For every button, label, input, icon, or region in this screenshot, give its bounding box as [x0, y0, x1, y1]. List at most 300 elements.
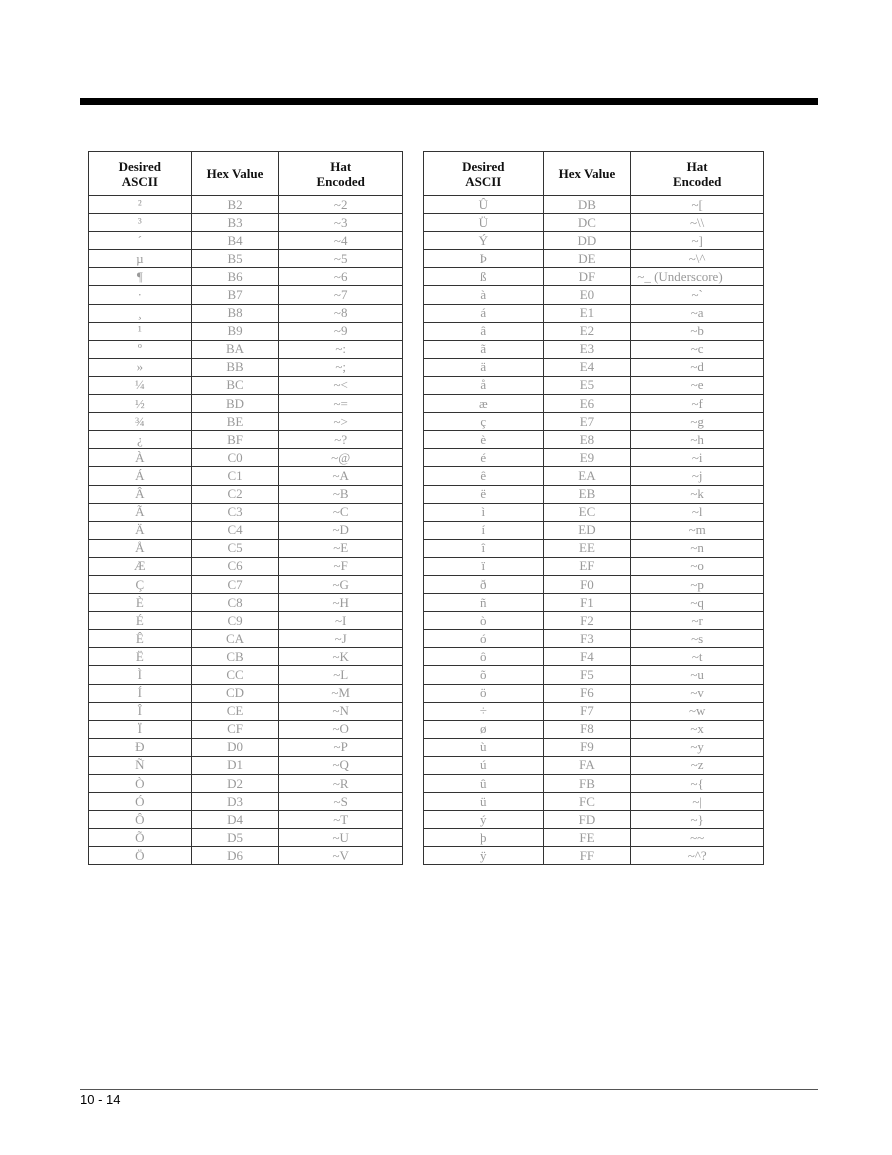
hex-value-cell: B4 [191, 232, 279, 250]
hat-encoded-cell: ~r [631, 612, 764, 630]
hex-value-cell: C5 [191, 539, 279, 557]
table-row [89, 666, 403, 684]
desired-ascii-cell: ñ [424, 594, 544, 612]
hat-encoded-header: Hat Encoded [631, 152, 764, 196]
desired-ascii-cell: Ý [424, 232, 544, 250]
table-row [424, 358, 764, 376]
desired-ascii-cell: Á [89, 467, 192, 485]
desired-ascii-cell: Õ [89, 829, 192, 847]
desired-ascii-cell: ë [424, 485, 544, 503]
hex-value-cell: D3 [191, 793, 279, 811]
desired-ascii-cell: Î [89, 702, 192, 720]
hex-value-cell: C3 [191, 503, 279, 521]
desired-ascii-cell: è [424, 431, 544, 449]
table-row [424, 775, 764, 793]
hat-encoded-cell: ~9 [279, 322, 403, 340]
table-row [424, 829, 764, 847]
table-row [424, 250, 764, 268]
desired-ascii-cell: ý [424, 811, 544, 829]
ascii-table-left [88, 151, 403, 865]
desired-ascii-cell: û [424, 775, 544, 793]
table-row [89, 431, 403, 449]
hat-encoded-cell: ~d [631, 358, 764, 376]
table-row [89, 811, 403, 829]
desired-ascii-cell: Ö [89, 847, 192, 865]
hex-value-cell: B8 [191, 304, 279, 322]
table-row [424, 702, 764, 720]
table-row [424, 594, 764, 612]
hat-encoded-cell: ~5 [279, 250, 403, 268]
table-row [89, 720, 403, 738]
hat-encoded-cell: ~< [279, 376, 403, 394]
hex-value-cell: E1 [543, 304, 631, 322]
desired-ascii-cell: º [89, 340, 192, 358]
table-row [89, 340, 403, 358]
table-row [424, 232, 764, 250]
hat-encoded-cell: ~w [631, 702, 764, 720]
hex-value-cell: EE [543, 539, 631, 557]
table-row [89, 232, 403, 250]
hat-encoded-cell: ~S [279, 793, 403, 811]
hex-value-cell: F9 [543, 738, 631, 756]
table-row [424, 630, 764, 648]
hex-value-cell: D0 [191, 738, 279, 756]
hex-value-cell: DD [543, 232, 631, 250]
desired-ascii-cell: õ [424, 666, 544, 684]
hat-encoded-cell: ~^? [631, 847, 764, 865]
table-row [89, 268, 403, 286]
hex-value-cell: D6 [191, 847, 279, 865]
hat-encoded-cell: ~p [631, 575, 764, 593]
desired-ascii-cell: Ë [89, 648, 192, 666]
hat-encoded-cell: ~g [631, 413, 764, 431]
hex-value-cell: C9 [191, 612, 279, 630]
desired-ascii-cell: æ [424, 395, 544, 413]
hex-value-cell: F4 [543, 648, 631, 666]
table-row [89, 829, 403, 847]
hat-encoded-header: Hat Encoded [279, 152, 403, 196]
desired-ascii-cell: Ï [89, 720, 192, 738]
desired-ascii-cell: Í [89, 684, 192, 702]
hat-encoded-cell: ~| [631, 793, 764, 811]
hat-encoded-cell: ~A [279, 467, 403, 485]
table-row [424, 322, 764, 340]
hat-encoded-cell: ~q [631, 594, 764, 612]
desired-ascii-cell: ò [424, 612, 544, 630]
desired-ascii-header: Desired ASCII [424, 152, 544, 196]
desired-ascii-cell: Â [89, 485, 192, 503]
table-row [424, 738, 764, 756]
hex-value-cell: C2 [191, 485, 279, 503]
desired-ascii-cell: µ [89, 250, 192, 268]
table-row [424, 521, 764, 539]
hat-encoded-cell: ~; [279, 358, 403, 376]
hex-value-cell: CE [191, 702, 279, 720]
hex-value-cell: B3 [191, 214, 279, 232]
hat-encoded-cell: ~4 [279, 232, 403, 250]
table-row [89, 250, 403, 268]
hex-value-cell: B7 [191, 286, 279, 304]
table-row [424, 539, 764, 557]
hat-encoded-cell: ~y [631, 738, 764, 756]
hex-value-header: Hex Value [191, 152, 279, 196]
hat-encoded-cell: ~B [279, 485, 403, 503]
table-row [89, 395, 403, 413]
hat-encoded-cell: ~n [631, 539, 764, 557]
hat-encoded-cell: ~x [631, 720, 764, 738]
table-row [89, 684, 403, 702]
table-row [89, 485, 403, 503]
table-row [89, 630, 403, 648]
hex-value-cell: D2 [191, 775, 279, 793]
table-header-row [424, 152, 764, 196]
desired-ascii-cell: Ä [89, 521, 192, 539]
table-row [89, 503, 403, 521]
hex-value-cell: D4 [191, 811, 279, 829]
table-row [89, 775, 403, 793]
desired-ascii-cell: Ñ [89, 756, 192, 774]
table-row [424, 612, 764, 630]
hat-encoded-cell: ~7 [279, 286, 403, 304]
hat-encoded-cell: ~s [631, 630, 764, 648]
table-row [89, 214, 403, 232]
table-row [89, 612, 403, 630]
hex-value-cell: FA [543, 756, 631, 774]
table-row [424, 196, 764, 214]
table-row [89, 594, 403, 612]
hex-value-cell: E4 [543, 358, 631, 376]
hat-encoded-cell: ~V [279, 847, 403, 865]
hat-encoded-cell: ~L [279, 666, 403, 684]
desired-ascii-cell: » [89, 358, 192, 376]
desired-ascii-cell: Ô [89, 811, 192, 829]
desired-ascii-cell: ì [424, 503, 544, 521]
desired-ascii-cell: Ç [89, 575, 192, 593]
hat-encoded-cell: ~J [279, 630, 403, 648]
hex-value-cell: E8 [543, 431, 631, 449]
desired-ascii-cell: ù [424, 738, 544, 756]
hat-encoded-cell: ~Q [279, 756, 403, 774]
desired-ascii-cell: ü [424, 793, 544, 811]
hex-value-cell: F3 [543, 630, 631, 648]
table-row [424, 395, 764, 413]
table-row [424, 720, 764, 738]
hex-value-cell: B6 [191, 268, 279, 286]
desired-ascii-cell: ³ [89, 214, 192, 232]
hex-value-cell: FB [543, 775, 631, 793]
desired-ascii-cell: ÿ [424, 847, 544, 865]
desired-ascii-cell: ¶ [89, 268, 192, 286]
hat-encoded-cell: ~t [631, 648, 764, 666]
hat-encoded-cell: ~k [631, 485, 764, 503]
hex-value-cell: EC [543, 503, 631, 521]
hex-value-cell: BD [191, 395, 279, 413]
hat-encoded-cell: ~2 [279, 196, 403, 214]
hat-encoded-cell: ~H [279, 594, 403, 612]
desired-ascii-cell: ç [424, 413, 544, 431]
hat-encoded-cell: ~I [279, 612, 403, 630]
desired-ascii-cell: ö [424, 684, 544, 702]
hex-value-cell: F1 [543, 594, 631, 612]
desired-ascii-cell: ê [424, 467, 544, 485]
desired-ascii-cell: å [424, 376, 544, 394]
ascii-table-right [423, 151, 764, 865]
hat-encoded-cell: ~{ [631, 775, 764, 793]
hex-value-cell: BA [191, 340, 279, 358]
hex-value-cell: DE [543, 250, 631, 268]
hex-value-cell: FC [543, 793, 631, 811]
table-row [89, 358, 403, 376]
table-row [89, 702, 403, 720]
desired-ascii-cell: · [89, 286, 192, 304]
table-row [89, 286, 403, 304]
hex-value-cell: C8 [191, 594, 279, 612]
table-row [89, 467, 403, 485]
hex-value-cell: F7 [543, 702, 631, 720]
hat-encoded-cell: ~> [279, 413, 403, 431]
desired-ascii-cell: ² [89, 196, 192, 214]
desired-ascii-cell: é [424, 449, 544, 467]
table-row [89, 449, 403, 467]
hex-value-cell: F5 [543, 666, 631, 684]
desired-ascii-cell: ´ [89, 232, 192, 250]
hex-value-cell: E9 [543, 449, 631, 467]
hex-value-cell: DB [543, 196, 631, 214]
desired-ascii-cell: Ò [89, 775, 192, 793]
hex-value-cell: E0 [543, 286, 631, 304]
hat-encoded-cell: ~l [631, 503, 764, 521]
hex-value-cell: FD [543, 811, 631, 829]
hex-value-cell: E6 [543, 395, 631, 413]
table-row [424, 431, 764, 449]
desired-ascii-cell: î [424, 539, 544, 557]
hat-encoded-cell: ~j [631, 467, 764, 485]
desired-ascii-cell: ú [424, 756, 544, 774]
table-row [424, 376, 764, 394]
hex-value-cell: CC [191, 666, 279, 684]
table-row [424, 793, 764, 811]
desired-ascii-cell: ø [424, 720, 544, 738]
table-row [89, 539, 403, 557]
hat-encoded-cell: ~N [279, 702, 403, 720]
hex-value-cell: C4 [191, 521, 279, 539]
table-row [89, 648, 403, 666]
desired-ascii-cell: Û [424, 196, 544, 214]
hat-encoded-cell: ~_ (Underscore) [631, 268, 764, 286]
table-row [89, 196, 403, 214]
desired-ascii-header: Desired ASCII [89, 152, 192, 196]
table-row [424, 575, 764, 593]
desired-ascii-cell: ô [424, 648, 544, 666]
hex-value-cell: C7 [191, 575, 279, 593]
table-row [424, 340, 764, 358]
hex-value-cell: CA [191, 630, 279, 648]
desired-ascii-cell: ó [424, 630, 544, 648]
desired-ascii-cell: ¹ [89, 322, 192, 340]
hex-value-cell: F2 [543, 612, 631, 630]
hex-value-cell: DF [543, 268, 631, 286]
desired-ascii-cell: Ü [424, 214, 544, 232]
table-row [424, 268, 764, 286]
hex-value-cell: CB [191, 648, 279, 666]
desired-ascii-cell: Æ [89, 557, 192, 575]
hex-value-cell: B5 [191, 250, 279, 268]
hex-value-cell: E2 [543, 322, 631, 340]
desired-ascii-cell: â [424, 322, 544, 340]
desired-ascii-cell: á [424, 304, 544, 322]
table-row [89, 738, 403, 756]
table-row [424, 503, 764, 521]
desired-ascii-cell: Þ [424, 250, 544, 268]
hat-encoded-cell: ~v [631, 684, 764, 702]
hat-encoded-cell: ~h [631, 431, 764, 449]
hat-encoded-cell: ~3 [279, 214, 403, 232]
hat-encoded-cell: ~K [279, 648, 403, 666]
hex-value-cell: BE [191, 413, 279, 431]
table-row [424, 811, 764, 829]
table-row [89, 793, 403, 811]
hat-encoded-cell: ~a [631, 304, 764, 322]
table-row [89, 557, 403, 575]
hat-encoded-cell: ~c [631, 340, 764, 358]
desired-ascii-cell: Ð [89, 738, 192, 756]
hex-value-cell: B2 [191, 196, 279, 214]
desired-ascii-cell: É [89, 612, 192, 630]
desired-ascii-cell: ÷ [424, 702, 544, 720]
hex-value-cell: C0 [191, 449, 279, 467]
hex-value-cell: D1 [191, 756, 279, 774]
table-row [424, 684, 764, 702]
hat-encoded-cell: ~u [631, 666, 764, 684]
hat-encoded-cell: ~? [279, 431, 403, 449]
hex-value-cell: E7 [543, 413, 631, 431]
hat-encoded-cell: ~= [279, 395, 403, 413]
hex-value-header: Hex Value [543, 152, 631, 196]
table-row [89, 304, 403, 322]
table-row [424, 847, 764, 865]
hat-encoded-cell: ~D [279, 521, 403, 539]
hex-value-cell: EA [543, 467, 631, 485]
hat-encoded-cell: ~T [279, 811, 403, 829]
hex-value-cell: E5 [543, 376, 631, 394]
hex-value-cell: DC [543, 214, 631, 232]
table-row [424, 557, 764, 575]
hex-value-cell: EB [543, 485, 631, 503]
hat-encoded-cell: ~z [631, 756, 764, 774]
hat-encoded-cell: ~6 [279, 268, 403, 286]
desired-ascii-cell: ß [424, 268, 544, 286]
hex-value-cell: B9 [191, 322, 279, 340]
desired-ascii-cell: Å [89, 539, 192, 557]
hex-value-cell: BC [191, 376, 279, 394]
desired-ascii-cell: ä [424, 358, 544, 376]
desired-ascii-cell: ¼ [89, 376, 192, 394]
hex-value-cell: BB [191, 358, 279, 376]
desired-ascii-cell: à [424, 286, 544, 304]
hat-encoded-cell: ~] [631, 232, 764, 250]
desired-ascii-cell: ¸ [89, 304, 192, 322]
table-row [89, 376, 403, 394]
hex-value-cell: F6 [543, 684, 631, 702]
hex-value-cell: F8 [543, 720, 631, 738]
page-number: 10 - 14 [80, 1092, 121, 1107]
table-row [89, 756, 403, 774]
table-row [89, 521, 403, 539]
hat-encoded-cell: ~i [631, 449, 764, 467]
desired-ascii-cell: Ì [89, 666, 192, 684]
hex-value-cell: CF [191, 720, 279, 738]
hat-encoded-cell: ~[ [631, 196, 764, 214]
desired-ascii-cell: À [89, 449, 192, 467]
hat-encoded-cell: ~f [631, 395, 764, 413]
hat-encoded-cell: ~E [279, 539, 403, 557]
hex-value-cell: E3 [543, 340, 631, 358]
desired-ascii-cell: ï [424, 557, 544, 575]
desired-ascii-cell: ¾ [89, 413, 192, 431]
table-row [89, 413, 403, 431]
table-row [424, 413, 764, 431]
hat-encoded-cell: ~U [279, 829, 403, 847]
hat-encoded-cell: ~G [279, 575, 403, 593]
hat-encoded-cell: ~R [279, 775, 403, 793]
header-rule [80, 98, 818, 105]
desired-ascii-cell: È [89, 594, 192, 612]
hat-encoded-cell: ~e [631, 376, 764, 394]
hex-value-cell: BF [191, 431, 279, 449]
table-header-row [89, 152, 403, 196]
table-row [89, 575, 403, 593]
hat-encoded-cell: ~\^ [631, 250, 764, 268]
hat-encoded-cell: ~~ [631, 829, 764, 847]
hat-encoded-cell: ~m [631, 521, 764, 539]
desired-ascii-cell: ¿ [89, 431, 192, 449]
hex-value-cell: ED [543, 521, 631, 539]
table-row [424, 286, 764, 304]
hat-encoded-cell: ~P [279, 738, 403, 756]
desired-ascii-cell: Ã [89, 503, 192, 521]
hat-encoded-cell: ~o [631, 557, 764, 575]
table-row [424, 485, 764, 503]
hat-encoded-cell: ~O [279, 720, 403, 738]
hex-value-cell: FE [543, 829, 631, 847]
hex-value-cell: EF [543, 557, 631, 575]
hat-encoded-cell: ~b [631, 322, 764, 340]
table-row [89, 322, 403, 340]
hat-encoded-cell: ~} [631, 811, 764, 829]
desired-ascii-cell: Ê [89, 630, 192, 648]
hat-encoded-cell: ~@ [279, 449, 403, 467]
hex-value-cell: D5 [191, 829, 279, 847]
hex-value-cell: C1 [191, 467, 279, 485]
hex-value-cell: FF [543, 847, 631, 865]
hat-encoded-cell: ~\\ [631, 214, 764, 232]
desired-ascii-cell: í [424, 521, 544, 539]
hat-encoded-cell: ~F [279, 557, 403, 575]
footer-rule [80, 1089, 818, 1090]
table-row [89, 847, 403, 865]
table-row [424, 756, 764, 774]
hat-encoded-cell: ~C [279, 503, 403, 521]
hat-encoded-cell: ~` [631, 286, 764, 304]
table-row [424, 449, 764, 467]
hex-value-cell: F0 [543, 575, 631, 593]
table-row [424, 467, 764, 485]
hat-encoded-cell: ~: [279, 340, 403, 358]
table-row [424, 666, 764, 684]
desired-ascii-cell: ½ [89, 395, 192, 413]
hat-encoded-cell: ~8 [279, 304, 403, 322]
table-row [424, 214, 764, 232]
